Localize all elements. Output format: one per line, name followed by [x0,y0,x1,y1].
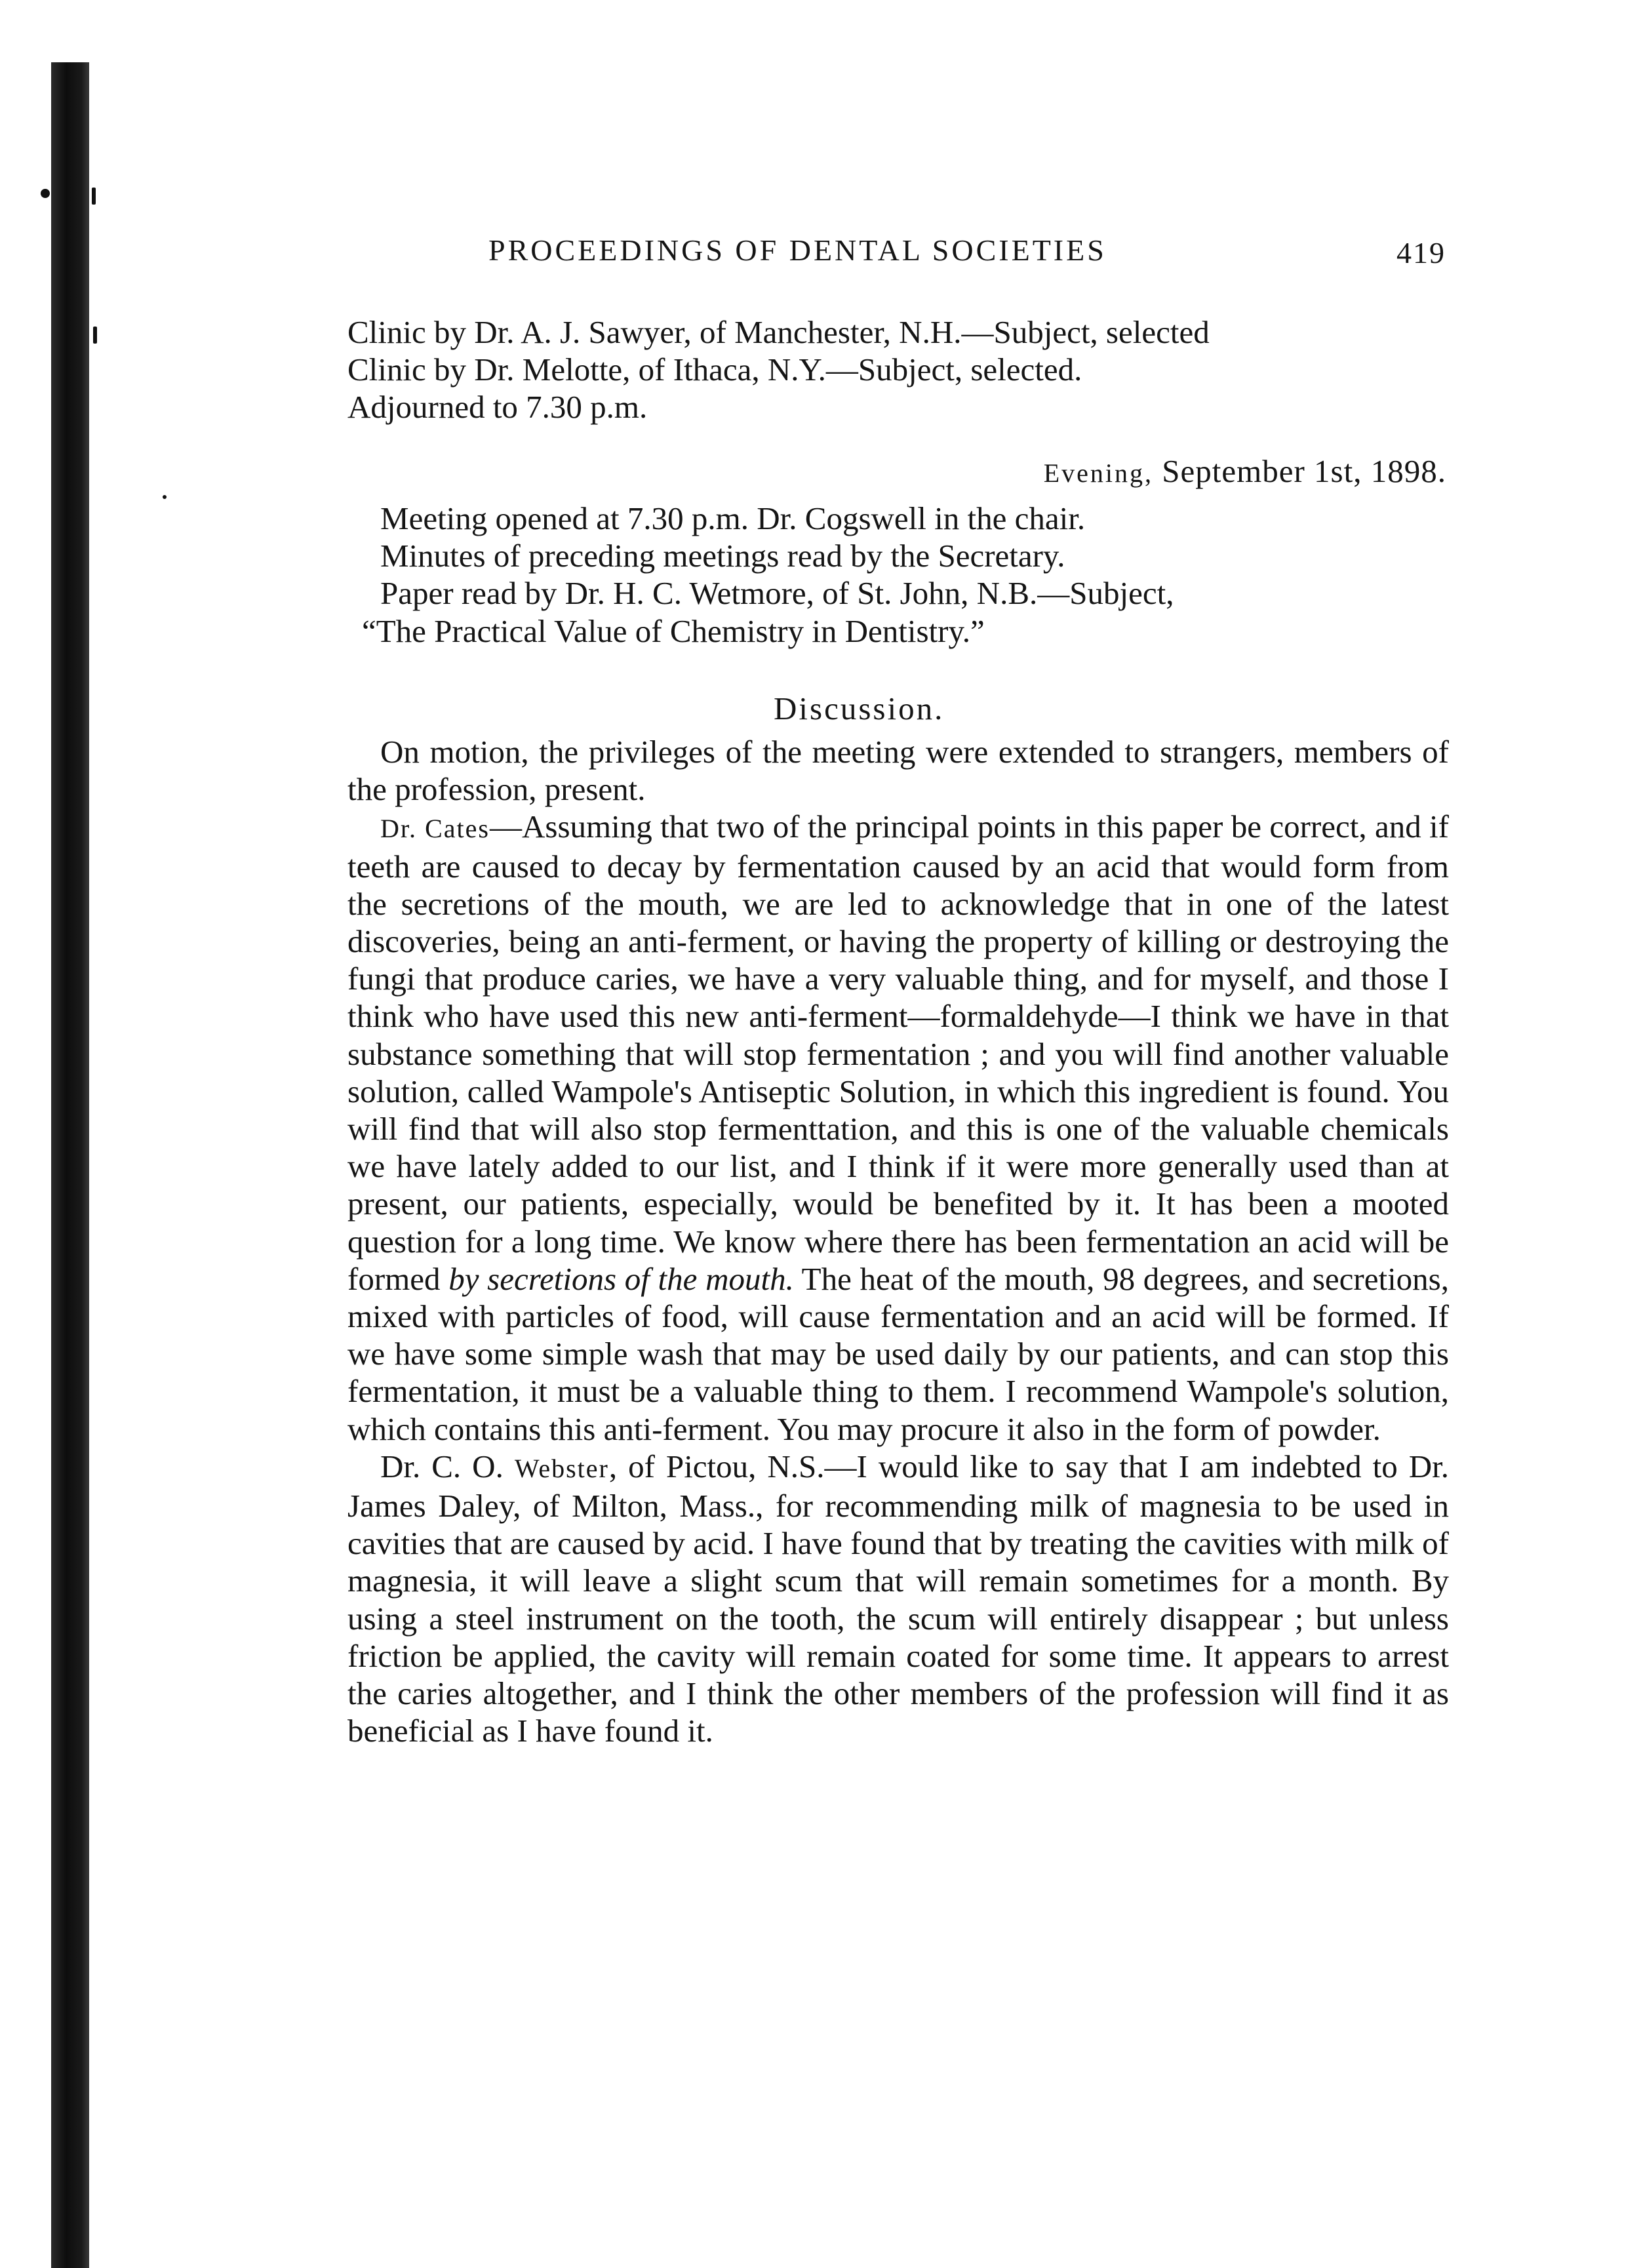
meeting-line: Paper read by Dr. H. C. Wetmore, of St. John, N.B.—Subject, [380,575,1174,612]
motion-paragraph: On motion, the privileges of the meeting were extended to strangers, members of the profession, present. [347,734,1449,808]
speaker-title: Dr. C. O. [380,1448,515,1484]
cates-paragraph [347,808,1449,1447]
italic-phrase: by secretions of the mouth. [448,1260,794,1297]
discussion-heading: Discussion. [774,690,945,726]
running-head [488,233,1446,279]
minutes-line: Clinic by Dr. Melotte, of Ithaca, N.Y.—Subject, selected. [347,351,1082,388]
meeting-line: “The Practical Value of Chemistry in Dentistry.” [362,612,985,649]
running-head-title: PROCEEDINGS OF DENTAL SOCIETIES [488,233,1107,267]
evening-label: Evening, [1043,458,1154,488]
stray-dot-mark [163,495,167,499]
clinic-minutes [347,313,1449,426]
webster-paragraph [347,1448,1449,1750]
evening-session-heading [1044,452,1446,490]
paragraph-text: The heat of the mouth, 98 degrees, and secretions, mixed with particles of food, will cause fermentation and an acid will be formed. If we have some simple wash that may be used daily by our patients, and can stop this fermentation, it must be a valuable thing to them. I recommend Wampole's solution, which contains this anti-ferment. You may procure it also in the form of powder. [347,1260,1450,1447]
paragraph-text: , of Pictou, N.S.—I would like to say that I am indebted to Dr. James Daley, of Milton, Mass., for recommending milk of magnesia to be used in cavities that are caused by acid. I have found that by treating the cavities with milk of magnesia, it will leave a slight scum that will remain sometimes for a month. By using a steel instrument on the tooth, the scum will entirely disappear ; but unless friction be applied, the cavity will remain coated for some time. It appears to arrest the caries altogether, and I think the other members of the profession will find it as beneficial as I have found it. [347,1448,1449,1749]
discussion-body [347,733,1449,1749]
page-number: 419 [1396,236,1446,269]
minutes-line: Adjourned to 7.30 p.m. [347,389,648,426]
minutes-line: Clinic by Dr. A. J. Sawyer, of Manchester, N.H.—Subject, selected [347,314,1210,350]
binding-tick-mark [92,188,96,205]
binding-tick-mark [93,327,97,344]
paragraph-text: —Assuming that two of the principal points in this paper be correct, and if teeth are caused to decay by fermentation caused by an acid that would form from the secretions of the mouth, we are led to acknowledge that in one of the latest discoveries, being an anti-ferment, or having the property of killing or destroying the fungi that produce caries, we have a very valuable thing, and for myself, and those I think who have used this new anti-ferment—formaldehyde—I think we have in that substance something that will stop fermentation ; and you will find another valuable solution, called Wampole's Antiseptic Solution, in which this ingredient is found. You will find that will also stop fermenttation, and this is one of the valuable chemicals we have lately added to our list, and I think if it were more generally used than at present, our patients, especially, would be benefited by it. It has been a mooted question for a long time. We know where there has been fermentation an acid will be formed [347,808,1449,1297]
speaker-name: Webster [514,1453,609,1483]
meeting-minutes [347,500,1449,650]
page-binding-edge [51,62,89,2268]
evening-date: September 1st, 1898. [1162,453,1446,489]
meeting-line: Meeting opened at 7.30 p.m. Dr. Cogswell in the chair. [380,500,1086,536]
meeting-line: Minutes of preceding meetings read by the Secretary. [380,538,1065,574]
binding-dot-mark [41,189,50,198]
speaker-name: Dr. Cates [380,814,490,844]
